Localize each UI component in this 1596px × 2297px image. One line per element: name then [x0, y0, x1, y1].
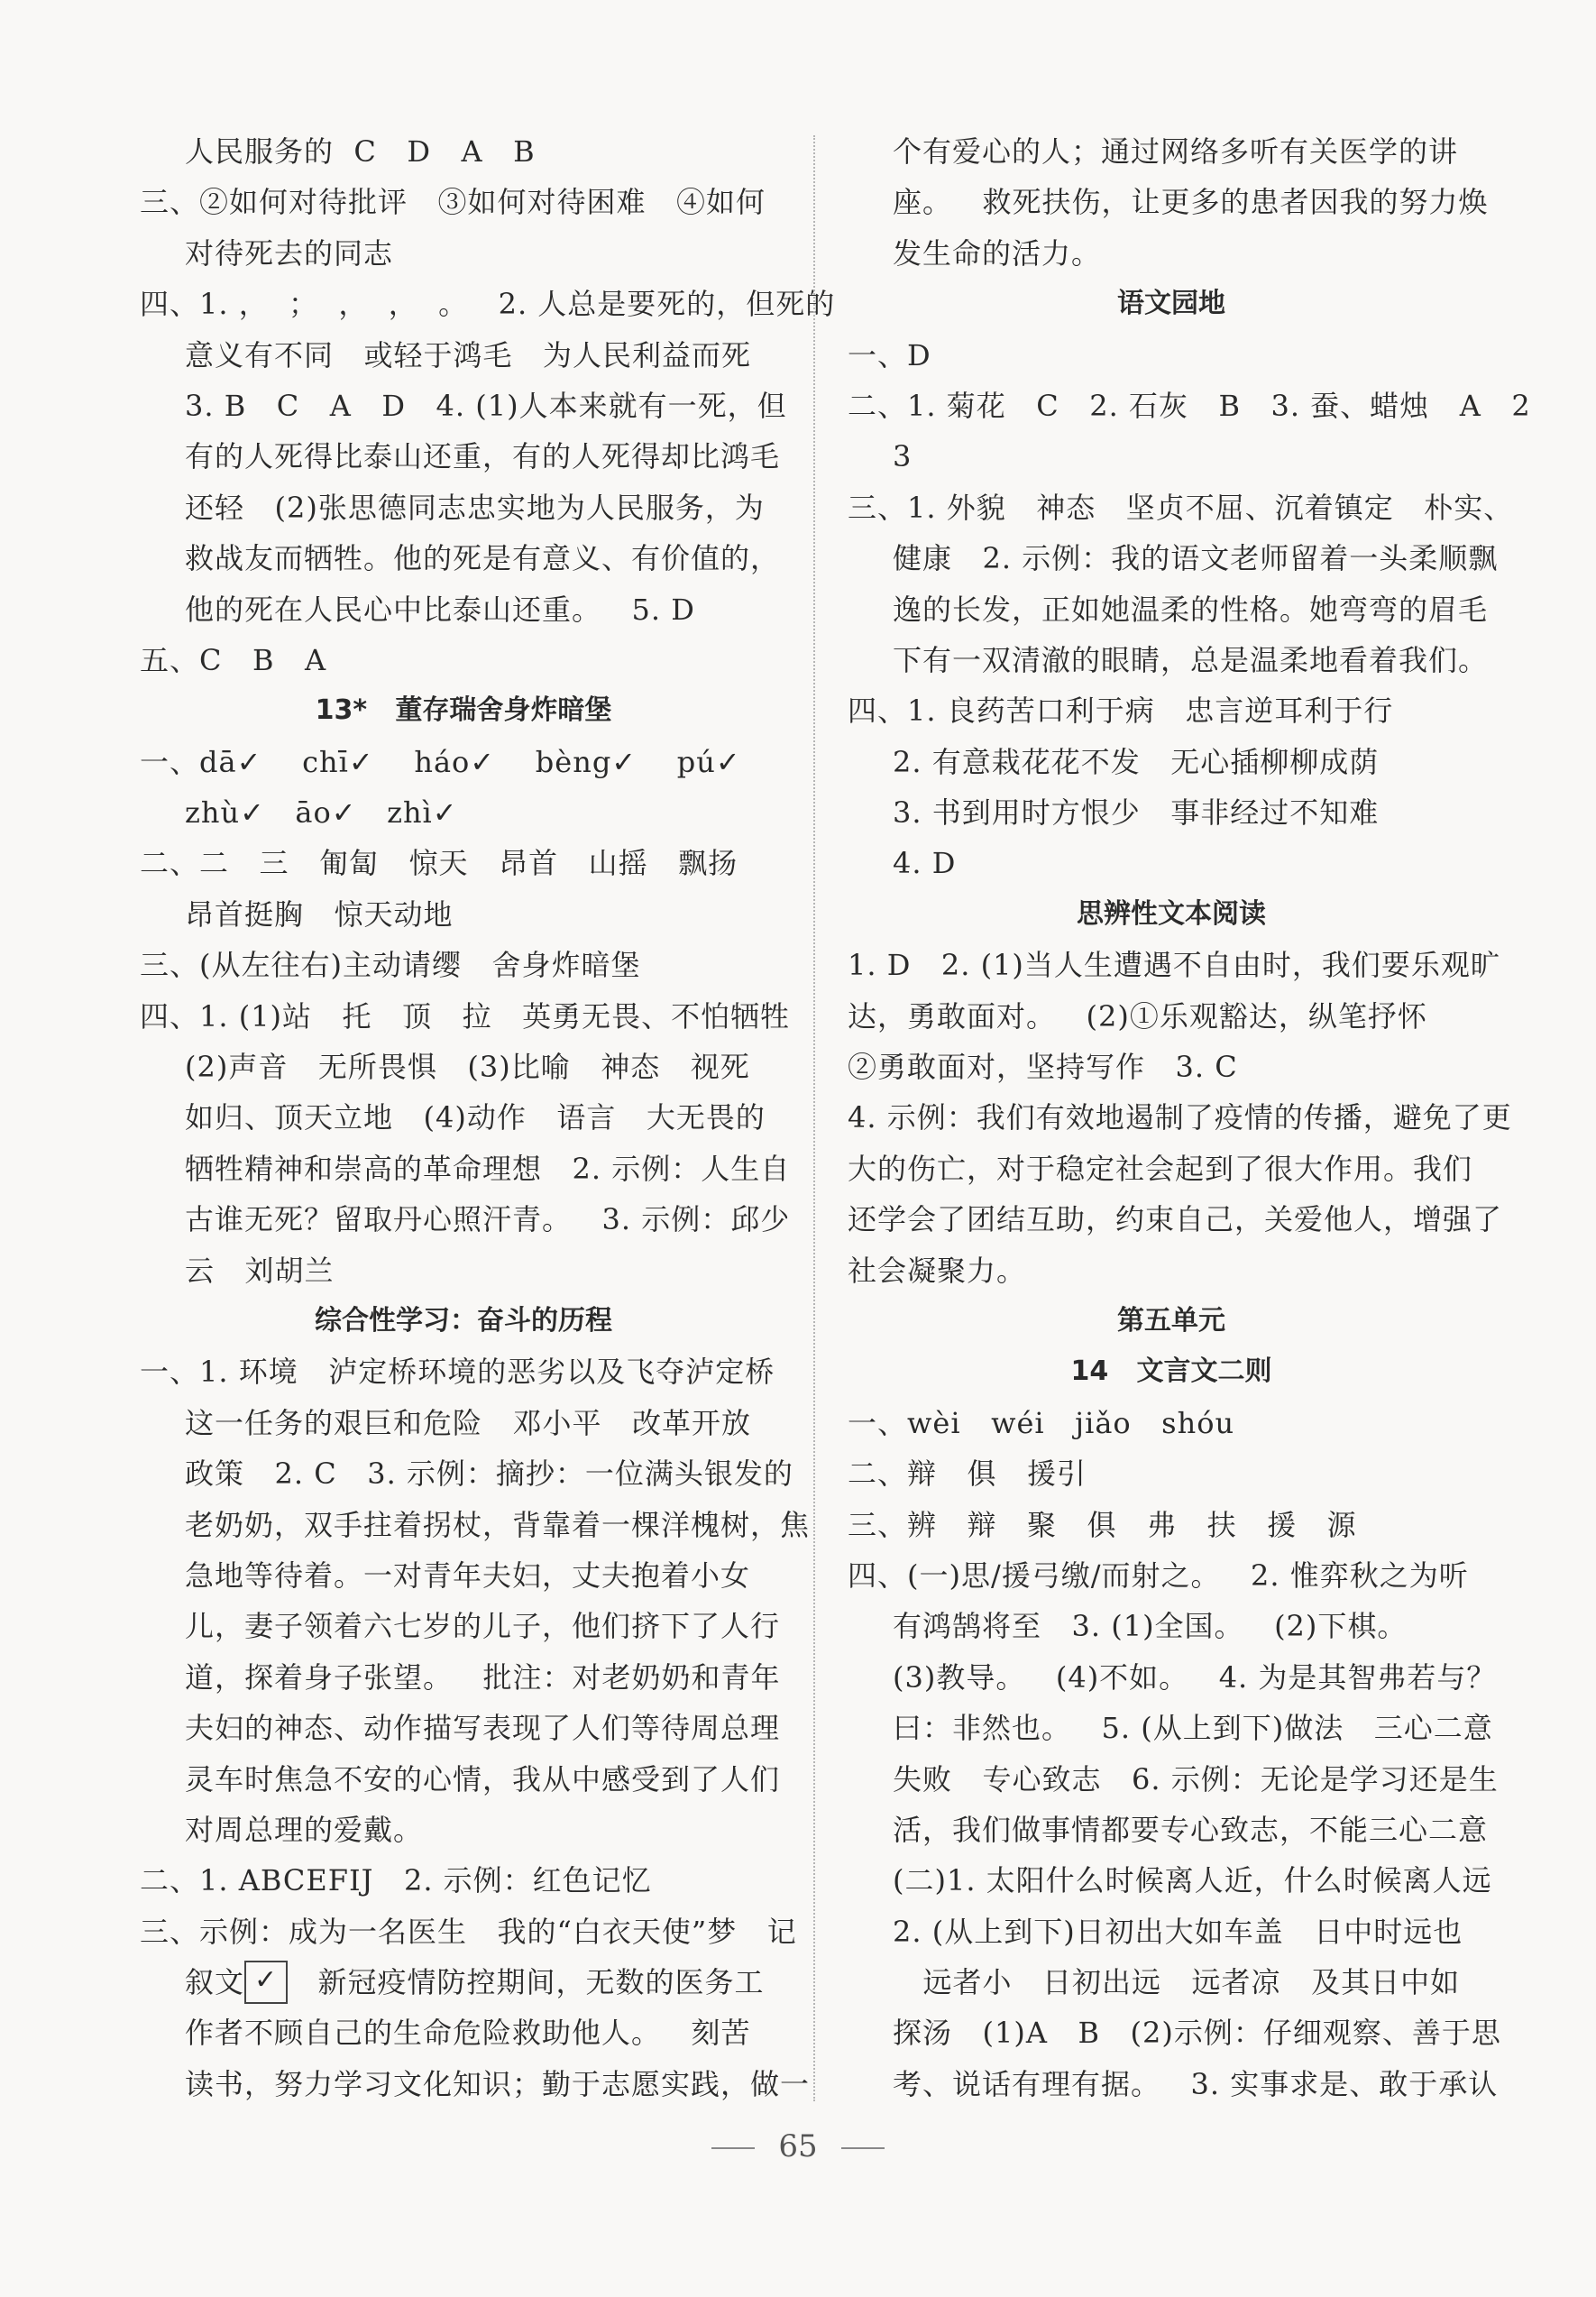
answer-line: 三、②如何对待批评 ③如何对待困难 ④如何	[140, 185, 766, 220]
footer-dash-left	[711, 2147, 755, 2149]
answer-line: 四、(一)思/援弓缴/而射之。 2. 惟弈秋之为听	[848, 1557, 1469, 1593]
answer-line: 二、1. ABCEFIJ 2. 示例：红色记忆	[140, 1863, 652, 1898]
answer-line: ②勇敢面对，坚持写作 3. C	[848, 1050, 1238, 1085]
answer-line: 儿，妻子领着六七岁的儿子，他们挤下了人行	[185, 1609, 781, 1644]
answer-line: 逸的长发，正如她温柔的性格。她弯弯的眉毛	[893, 592, 1489, 627]
answer-line: 3	[893, 439, 913, 474]
answer-line: 失败 专心致志 6. 示例：无论是学习还是生	[893, 1761, 1499, 1796]
answer-line: 四、1. (1)站 托 顶 拉 英勇无畏、不怕牺牲	[140, 998, 791, 1034]
answer-line: 灵车时焦急不安的心情，我从中感受到了人们	[185, 1761, 781, 1796]
answer-line: 4. D	[893, 846, 957, 881]
answer-line: 3. 书到用时方恨少 事非经过不知难	[893, 795, 1380, 831]
answer-line: 这一任务的艰巨和危险 邓小平 改革开放	[185, 1405, 752, 1440]
answer-line: 对周总理的爱戴。	[185, 1812, 424, 1847]
answer-line: 有鸿鹄将至 3. (1)全国。 (2)下棋。	[893, 1609, 1408, 1644]
section-heading: 13* 董存瑞舍身炸暗堡	[315, 694, 612, 727]
answer-line: 老奶奶，双手拄着拐杖，背靠着一棵洋槐树，焦	[185, 1507, 811, 1542]
answer-line: 古谁无死？留取丹心照汗青。 3. 示例：邱少	[185, 1202, 791, 1237]
right-column	[848, 126, 1531, 2109]
answer-line: 云 刘胡兰	[185, 1253, 335, 1288]
section-heading: 语文园地	[1117, 288, 1225, 320]
answer-line: 四、1. 良药苦口利于病 忠言逆耳利于行	[848, 694, 1394, 729]
answer-line: 牺牲精神和崇高的革命理想 2. 示例：人生自	[185, 1151, 791, 1186]
section-heading: 综合性学习：奋斗的历程	[315, 1304, 612, 1337]
answer-line: (二)1. 太阳什么时候离人近，什么时候离人远	[893, 1863, 1492, 1898]
answer-line: 远者小 日初出远 远者凉 及其日中如	[893, 1965, 1461, 2000]
answer-line: zhù✓ āo✓ zhì✓	[185, 795, 458, 831]
answer-line: 3. B C A D 4. (1)人本来就有一死，但	[185, 388, 787, 423]
answer-line: 探汤 (1)A B (2)示例：仔细观察、善于思	[893, 2016, 1501, 2051]
left-column	[140, 126, 836, 2109]
answer-line: (2)声音 无所畏惧 (3)比喻 神态 视死	[185, 1050, 750, 1085]
section-heading: 第五单元	[1117, 1304, 1225, 1337]
page-number-footer	[0, 2128, 1596, 2164]
answer-line: 二、二 三 匍匐 惊天 昂首 山摇 飘扬	[140, 846, 738, 881]
section-heading: 思辨性文本阅读	[1077, 897, 1266, 930]
answer-line: 座。 救死扶伤，让更多的患者因我的努力焕	[893, 185, 1489, 220]
answer-line: 五、C B A	[140, 642, 327, 677]
answer-line: 4. 示例：我们有效地遏制了疫情的传播，避免了更	[848, 1100, 1512, 1135]
answer-line: 考、说话有理有据。 3. 实事求是、敢于承认	[893, 2066, 1499, 2101]
answer-line: (3)教导。 (4)不如。 4. 为是其智弗若与？	[893, 1659, 1497, 1695]
answer-line: 发生命的活力。	[893, 235, 1102, 271]
answer-line: 三、示例：成为一名医生 我的“白衣天使”梦 记	[140, 1914, 797, 1949]
answer-line: 一、D	[848, 337, 931, 372]
answer-line	[140, 1957, 787, 2008]
answer-line: 健康 2. 示例：我的语文老师留着一头柔顺飘	[893, 541, 1499, 576]
column-divider	[813, 135, 815, 2101]
answer-line: 曰：非然也。 5. (从上到下)做法 三心二意	[893, 1711, 1493, 1746]
answer-line: 急地等待着。一对青年夫妇，丈夫抱着小女	[185, 1557, 751, 1593]
answer-line: 1. D 2. (1)当人生遭遇不自由时，我们要乐观旷	[848, 948, 1500, 983]
answer-line: 2. 有意栽花花不发 无心插柳柳成荫	[893, 744, 1380, 779]
check-line-before: 叙文	[185, 1965, 245, 2000]
answer-line: 读书，努力学习文化知识；勤于志愿实践，做一	[185, 2066, 811, 2101]
answer-line: 大的伤亡，对于稳定社会起到了很大作用。我们	[848, 1151, 1473, 1186]
answer-line: 意义有不同 或轻于鸿毛 为人民利益而死	[185, 337, 752, 372]
answer-line: 下有一双清澈的眼睛，总是温柔地看着我们。	[893, 642, 1489, 677]
section-heading: 14 文言文二则	[1070, 1355, 1272, 1388]
answer-line: 如归、顶天立地 (4)动作 语言 大无畏的	[185, 1100, 766, 1135]
answer-line: 个有爱心的人；通过网络多听有关医学的讲	[893, 134, 1459, 169]
answer-line: 社会凝聚力。	[848, 1253, 1027, 1288]
answer-line: 三、1. 外貌 神态 坚贞不屈、沉着镇定 朴实、	[848, 490, 1514, 525]
answer-line: 他的死在人民心中比泰山还重。 5. D	[185, 592, 695, 627]
answer-line: 一、1. 环境 泸定桥环境的恶劣以及飞夺泸定桥	[140, 1355, 775, 1390]
answer-line: 政策 2. C 3. 示例：摘抄：一位满头银发的	[185, 1456, 793, 1492]
answer-line: 二、辩 俱 援引	[848, 1456, 1087, 1492]
answer-line: 一、wèi wéi jiǎo shóu	[848, 1405, 1235, 1440]
footer-dash-right	[841, 2147, 885, 2149]
answer-line: 活，我们做事情都要专心致志，不能三心二意	[893, 1812, 1489, 1847]
answer-line: 对待死去的同志	[185, 235, 394, 271]
answer-line: 道，探着身子张望。 批注：对老奶奶和青年	[185, 1659, 781, 1695]
answer-line: 昂首挺胸 惊天动地	[185, 896, 454, 932]
answer-line: 作者不顾自己的生命危险救助他人。 刻苦	[185, 2016, 751, 2051]
answer-line: 三、辨 辩 聚 俱 弗 扶 援 源	[848, 1507, 1357, 1542]
answer-line: 救战友而牺牲。他的死是有意义、有价值的，	[185, 541, 781, 576]
checkmark-box-icon: ✓	[244, 1961, 288, 2004]
page-number: 65	[778, 2128, 818, 2164]
answer-line: 2. (从上到下)日初出大如车盖 日中时远也	[893, 1914, 1463, 1949]
answer-line: 四、1. ， ； ， ， 。 2. 人总是要死的，但死的	[140, 287, 836, 322]
answer-line: 一、dā✓ chī✓ háo✓ bèng✓ pú✓	[140, 744, 741, 779]
answer-line: 三、(从左往右)主动请缨 舍身炸暗堡	[140, 948, 641, 983]
answer-line: 达，勇敢面对。 (2)①乐观豁达，纵笔抒怀	[848, 998, 1427, 1034]
check-line-after: 新冠疫情防控期间，无数的医务工	[288, 1965, 765, 2000]
answer-line: 还学会了团结互助，约束自己，关爱他人，增强了	[848, 1202, 1503, 1237]
answer-line: 二、1. 菊花 C 2. 石灰 B 3. 蚕、蜡烛 A 2	[848, 388, 1531, 423]
answer-line: 有的人死得比泰山还重，有的人死得却比鸿毛	[185, 439, 781, 474]
answer-line: 还轻 (2)张思德同志忠实地为人民服务，为	[185, 490, 765, 525]
answer-line: 夫妇的神态、动作描写表现了人们等待周总理	[185, 1711, 781, 1746]
answer-line: 人民服务的 C D A B	[185, 134, 536, 169]
